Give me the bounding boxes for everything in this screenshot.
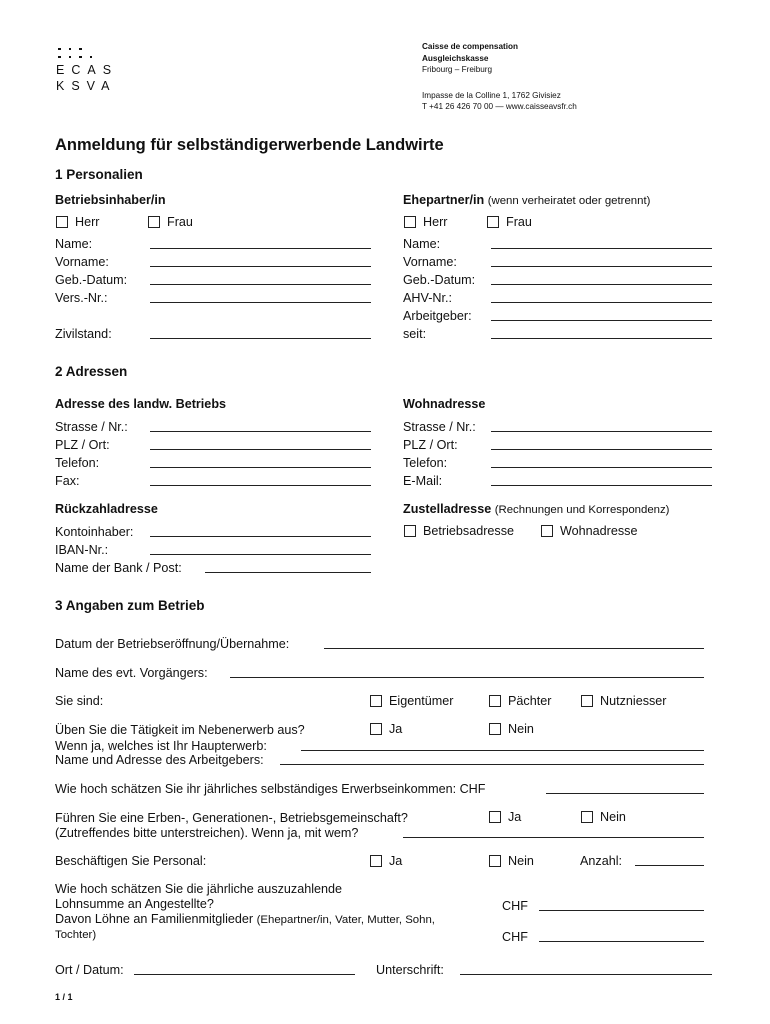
- ort-datum-label: Ort / Datum:: [55, 963, 124, 977]
- rueck-heading: Rückzahladresse: [55, 502, 158, 516]
- wohn-plz-field[interactable]: [491, 449, 712, 450]
- nebenerwerb-question: Üben Sie die Tätigkeit im Nebenerwerb aus?: [55, 723, 305, 737]
- sie-sind-label: Sie sind:: [55, 694, 104, 708]
- org-city: Fribourg – Freiburg: [422, 65, 493, 74]
- betrieb-heading: Adresse des landw. Betriebs: [55, 397, 227, 411]
- partner-geb-field[interactable]: [491, 284, 712, 285]
- logo-mark: [58, 42, 100, 58]
- personal-ja-checkbox[interactable]: [370, 855, 382, 867]
- anzahl-label: Anzahl:: [580, 854, 623, 868]
- datum-field[interactable]: [324, 648, 704, 649]
- partner-geb-label: Geb.-Datum:: [403, 273, 476, 287]
- einkommen-field[interactable]: [546, 793, 704, 794]
- wohn-plz-label: PLZ / Ort:: [403, 438, 458, 452]
- zustell-wohn-checkbox[interactable]: [541, 525, 553, 537]
- wohn-telefon-field[interactable]: [491, 467, 712, 468]
- nutzniesser-label: Nutzniesser: [600, 694, 667, 708]
- wohn-strasse-label: Strasse / Nr.:: [403, 420, 476, 434]
- partner-arbeitgeber-field[interactable]: [491, 320, 712, 321]
- haupterwerb-field[interactable]: [301, 750, 704, 751]
- gemeinschaft-ja-label: Ja: [508, 810, 522, 824]
- betrieb-plz-label: PLZ / Ort:: [55, 438, 110, 452]
- rueck-konto-field[interactable]: [150, 536, 371, 537]
- gemeinschaft-nein-checkbox[interactable]: [581, 811, 593, 823]
- owner-vers-field[interactable]: [150, 302, 371, 303]
- logo-text: [56, 62, 118, 94]
- partner-vorname-field[interactable]: [491, 266, 712, 267]
- rueck-iban-label: IBAN-Nr.:: [55, 543, 109, 557]
- lohn-chf-1-field[interactable]: [539, 910, 704, 911]
- section-3-heading: 3 Angaben zum Betrieb: [55, 598, 205, 613]
- arbeitgeber-adresse-label: Name und Adresse des Arbeitgebers:: [55, 753, 264, 767]
- personal-ja-label: Ja: [389, 854, 403, 868]
- partner-seit-label: seit:: [403, 327, 427, 341]
- betrieb-fax-field[interactable]: [150, 485, 371, 486]
- eigentuemer-label: Eigentümer: [389, 694, 454, 708]
- datum-label: Datum der Betriebseröffnung/Übernahme:: [55, 637, 290, 651]
- partner-heading: Ehepartner/in: [403, 193, 485, 207]
- personal-nein-checkbox[interactable]: [489, 855, 501, 867]
- betrieb-plz-field[interactable]: [150, 449, 371, 450]
- rueck-bank-label: Name der Bank / Post:: [55, 561, 182, 575]
- org-address: Impasse de la Colline 1, 1762 Givisiez: [422, 90, 561, 100]
- partner-name-field[interactable]: [491, 248, 712, 249]
- owner-zivil-label: Zivilstand:: [55, 327, 112, 341]
- betrieb-strasse-label: Strasse / Nr.:: [55, 420, 128, 434]
- owner-vorname-field[interactable]: [150, 266, 371, 267]
- partner-frau-label: Frau: [506, 215, 532, 229]
- lohn-question-1: Wie hoch schätzen Sie die jährliche auszuzahlende: [55, 882, 343, 896]
- ort-datum-field[interactable]: [134, 974, 355, 975]
- gemeinschaft-ja-checkbox[interactable]: [489, 811, 501, 823]
- org-name-de: Ausgleichskasse: [422, 53, 489, 63]
- lohn-question-3-row: [55, 912, 435, 928]
- owner-zivil-field[interactable]: [150, 338, 371, 339]
- lohn-question-2: Lohnsumme an Angestellte?: [55, 897, 214, 911]
- wohn-email-label: E-Mail:: [403, 474, 443, 488]
- lohn-question-3: Davon Löhne an Familienmitglieder: [55, 912, 254, 926]
- owner-vorname-label: Vorname:: [55, 255, 109, 269]
- betrieb-telefon-label: Telefon:: [55, 456, 100, 470]
- page-title: Anmeldung für selbständigerwerbende Landwirte: [55, 136, 444, 154]
- owner-herr-checkbox[interactable]: [56, 216, 68, 228]
- page-number: 1 / 1: [55, 992, 73, 1002]
- rueck-konto-label: Kontoinhaber:: [55, 525, 134, 539]
- gemeinschaft-field[interactable]: [403, 837, 704, 838]
- betrieb-strasse-field[interactable]: [150, 431, 371, 432]
- wohn-telefon-label: Telefon:: [403, 456, 448, 470]
- paechter-checkbox[interactable]: [489, 695, 501, 707]
- gemeinschaft-question: Führen Sie eine Erben-, Generationen-, Betriebsgemeinschaft?: [55, 811, 408, 825]
- rueck-iban-field[interactable]: [150, 554, 371, 555]
- partner-frau-checkbox[interactable]: [487, 216, 499, 228]
- vorgaenger-label: Name des evt. Vorgängers:: [55, 666, 208, 680]
- zustell-betrieb-checkbox[interactable]: [404, 525, 416, 537]
- zustell-betrieb-label: Betriebsadresse: [423, 524, 515, 538]
- zustell-note: (Rechnungen und Korrespondenz): [494, 504, 670, 516]
- nebenerwerb-ja-checkbox[interactable]: [370, 723, 382, 735]
- eigentuemer-checkbox[interactable]: [370, 695, 382, 707]
- einkommen-label: Wie hoch schätzen Sie ihr jährliches selbständiges Erwerbseinkommen: CHF: [55, 782, 486, 796]
- logo-line-1: ECAS: [56, 63, 119, 77]
- partner-ahv-label: AHV-Nr.:: [403, 291, 452, 305]
- owner-frau-label: Frau: [167, 215, 193, 229]
- rueck-bank-field[interactable]: [205, 572, 371, 573]
- owner-frau-checkbox[interactable]: [148, 216, 160, 228]
- partner-seit-field[interactable]: [491, 338, 712, 339]
- owner-vers-label: Vers.-Nr.:: [55, 291, 108, 305]
- paechter-label: Pächter: [508, 694, 552, 708]
- logo-line-2: KSVA: [56, 79, 117, 93]
- wohn-heading: Wohnadresse: [403, 397, 486, 411]
- lohn-question-4: Tochter): [55, 929, 97, 941]
- org-name-fr: Caisse de compensation: [422, 42, 519, 51]
- partner-arbeitgeber-label: Arbeitgeber:: [403, 309, 472, 323]
- partner-herr-label: Herr: [423, 215, 448, 229]
- org-header: [422, 41, 577, 113]
- partner-heading-row: [403, 193, 650, 209]
- owner-name-label: Name:: [55, 237, 93, 251]
- section-1-heading: 1 Personalien: [55, 167, 143, 182]
- zustell-wohn-label: Wohnadresse: [560, 524, 638, 538]
- unterschrift-field[interactable]: [460, 974, 712, 975]
- zustell-heading-row: [403, 502, 669, 518]
- vorgaenger-field[interactable]: [230, 677, 704, 678]
- org-contact: T +41 26 426 70 00 — www.caisseavsfr.ch: [422, 102, 577, 111]
- nebenerwerb-nein-checkbox[interactable]: [489, 723, 501, 735]
- lohn-chf-1-label: CHF: [502, 899, 528, 913]
- nebenerwerb-ja-label: Ja: [389, 722, 403, 736]
- owner-herr-label: Herr: [75, 215, 100, 229]
- partner-herr-checkbox[interactable]: [404, 216, 416, 228]
- gemeinschaft-sub: (Zutreffendes bitte unterstreichen). Wenn ja, mit wem?: [55, 826, 359, 840]
- owner-geb-field[interactable]: [150, 284, 371, 285]
- zustell-heading: Zustelladresse: [403, 502, 492, 516]
- lohn-chf-2-field[interactable]: [539, 941, 704, 942]
- unterschrift-label: Unterschrift:: [376, 963, 444, 977]
- owner-geb-label: Geb.-Datum:: [55, 273, 128, 287]
- personal-nein-label: Nein: [508, 854, 534, 868]
- anzahl-field[interactable]: [635, 865, 704, 866]
- owner-name-field[interactable]: [150, 248, 371, 249]
- arbeitgeber-adresse-field[interactable]: [280, 764, 704, 765]
- wohn-email-field[interactable]: [491, 485, 712, 486]
- lohn-question-3-note: (Ehepartner/in, Vater, Mutter, Sohn,: [256, 914, 435, 926]
- lohn-chf-2-label: CHF: [502, 930, 528, 944]
- section-2-heading: 2 Adressen: [55, 364, 128, 379]
- nebenerwerb-nein-label: Nein: [508, 722, 534, 736]
- partner-vorname-label: Vorname:: [403, 255, 457, 269]
- partner-ahv-field[interactable]: [491, 302, 712, 303]
- partner-name-label: Name:: [403, 237, 441, 251]
- personal-question: Beschäftigen Sie Personal:: [55, 854, 207, 868]
- betrieb-telefon-field[interactable]: [150, 467, 371, 468]
- haupterwerb-label: Wenn ja, welches ist Ihr Haupterwerb:: [55, 739, 267, 753]
- partner-note: (wenn verheiratet oder getrennt): [487, 195, 651, 207]
- gemeinschaft-nein-label: Nein: [600, 810, 626, 824]
- betrieb-fax-label: Fax:: [55, 474, 80, 488]
- nutzniesser-checkbox[interactable]: [581, 695, 593, 707]
- owner-heading: Betriebsinhaber/in: [55, 193, 166, 207]
- wohn-strasse-field[interactable]: [491, 431, 712, 432]
